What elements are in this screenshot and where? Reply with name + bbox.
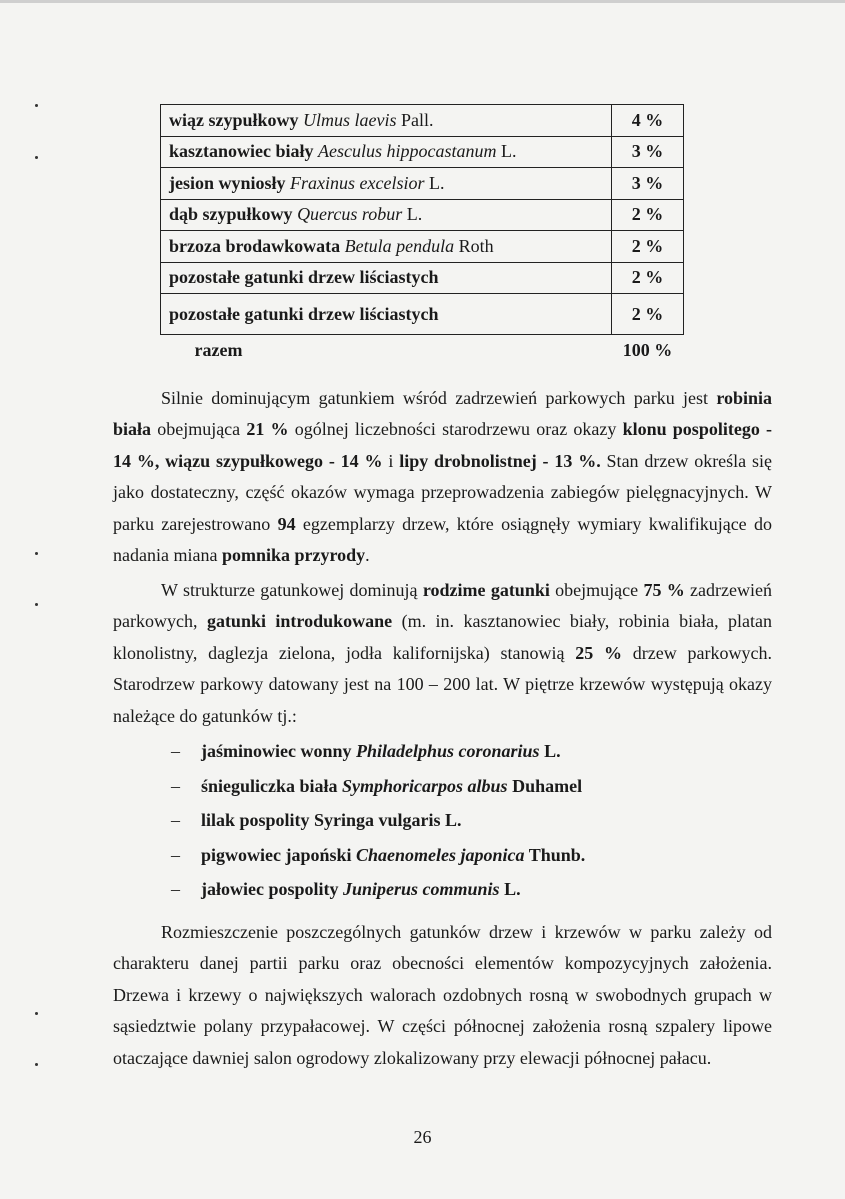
list-item: – lilak pospolity Syringa vulgaris L. xyxy=(171,810,462,830)
table-total-row xyxy=(161,335,684,366)
scan-speck xyxy=(35,552,38,555)
scan-speck xyxy=(35,104,38,107)
table-row xyxy=(161,262,684,294)
percent-cell: 3 % xyxy=(612,136,684,168)
species-table xyxy=(160,104,684,365)
scan-top-edge xyxy=(0,0,845,3)
list-item: – pigwowiec japoński Chaenomeles japonica Thunb. xyxy=(171,844,586,865)
paragraph-species-structure: W strukturze gatunkowej dominują rodzime gatunki obejmujące 75 % zadrzewień parkowych, gatunki introdukowane (m. in. kasztanowiec biały, robinia biała, platan klonolistny, daglezja zielona, jodła kalifornijska) stanowią 25 % drzew parkowych. Starodrzew parkowy datowany jest na 100 – 200 lat. W piętrze krzewów występują okazy należące do gatunków tj.: xyxy=(113,580,773,726)
percent-cell: 2 % xyxy=(612,262,684,294)
table-row xyxy=(161,105,684,137)
species-name-cell: dąb szypułkowy Quercus robur L. xyxy=(161,199,612,231)
table-row xyxy=(161,294,684,335)
table-row xyxy=(161,199,684,231)
percent-cell: 4 % xyxy=(612,105,684,137)
species-name-cell: wiąz szypułkowy Ulmus laevis Pall. xyxy=(161,105,612,137)
percent-cell: 2 % xyxy=(612,294,684,335)
percent-cell: 2 % xyxy=(612,199,684,231)
table-row xyxy=(161,136,684,168)
species-name-cell: pozostałe gatunki drzew liściastych xyxy=(161,294,612,335)
total-label: razem xyxy=(194,339,243,360)
shrub-list xyxy=(171,734,585,907)
species-name-cell: jesion wyniosły Fraxinus excelsior L. xyxy=(161,168,612,200)
species-name-cell: pozostałe gatunki drzew liściastych xyxy=(161,262,612,294)
list-item: – jałowiec pospolity Juniperus communis L. xyxy=(171,879,521,899)
species-name-cell: brzoza brodawkowata Betula pendula Roth xyxy=(161,231,612,263)
percent-cell: 2 % xyxy=(612,231,684,263)
percent-cell: 3 % xyxy=(612,168,684,200)
scan-speck xyxy=(35,603,38,606)
scan-speck xyxy=(35,1063,38,1066)
species-name-cell: kasztanowiec biały Aesculus hippocastanum L. xyxy=(161,136,612,168)
paragraph-dominant-species: Silnie dominującym gatunkiem wśród zadrzewień parkowych parku jest robinia biała obejmująca 21 % ogólnej liczebności starodrzewu oraz okazy klonu pospolitego - 14 %, wiązu szypułkowego - 14 % i lipy drobnolistnej - 13 %. Stan drzew określa się jako dostateczny, część okazów wymaga przeprowadzenia zabiegów pielęgnacyjnych. W parku zarejestrowano 94 egzemplarzy drzew, które osiągnęły wymiary kwalifikujące do nadania miana pomnika przyrody. xyxy=(113,388,772,566)
paragraph-distribution: Rozmieszczenie poszczególnych gatunków drzew i krzewów w parku zależy od charakteru danej partii parku oraz obecności elementów kompozycyjnych założenia. Drzewa i krzewy o największych walorach ozdobnych rosną w swobodnych grupach w sąsiedztwie polany przypałacowej. W części północnej założenia rosną szpalery lipowe otaczające dawniej salon ogrodowy zlokalizowany przy elewacji północnej pałacu. xyxy=(113,922,772,1068)
scan-speck xyxy=(35,1012,38,1015)
scan-speck xyxy=(35,156,38,159)
table-row xyxy=(161,168,684,200)
list-item: – jaśminowiec wonny Philadelphus coronarius L. xyxy=(171,741,561,761)
page-number: 26 xyxy=(413,1127,432,1147)
table-row xyxy=(161,231,684,263)
total-value: 100 % xyxy=(622,339,673,360)
list-item: – śnieguliczka biała Symphoricarpos albus Duhamel xyxy=(171,775,583,796)
